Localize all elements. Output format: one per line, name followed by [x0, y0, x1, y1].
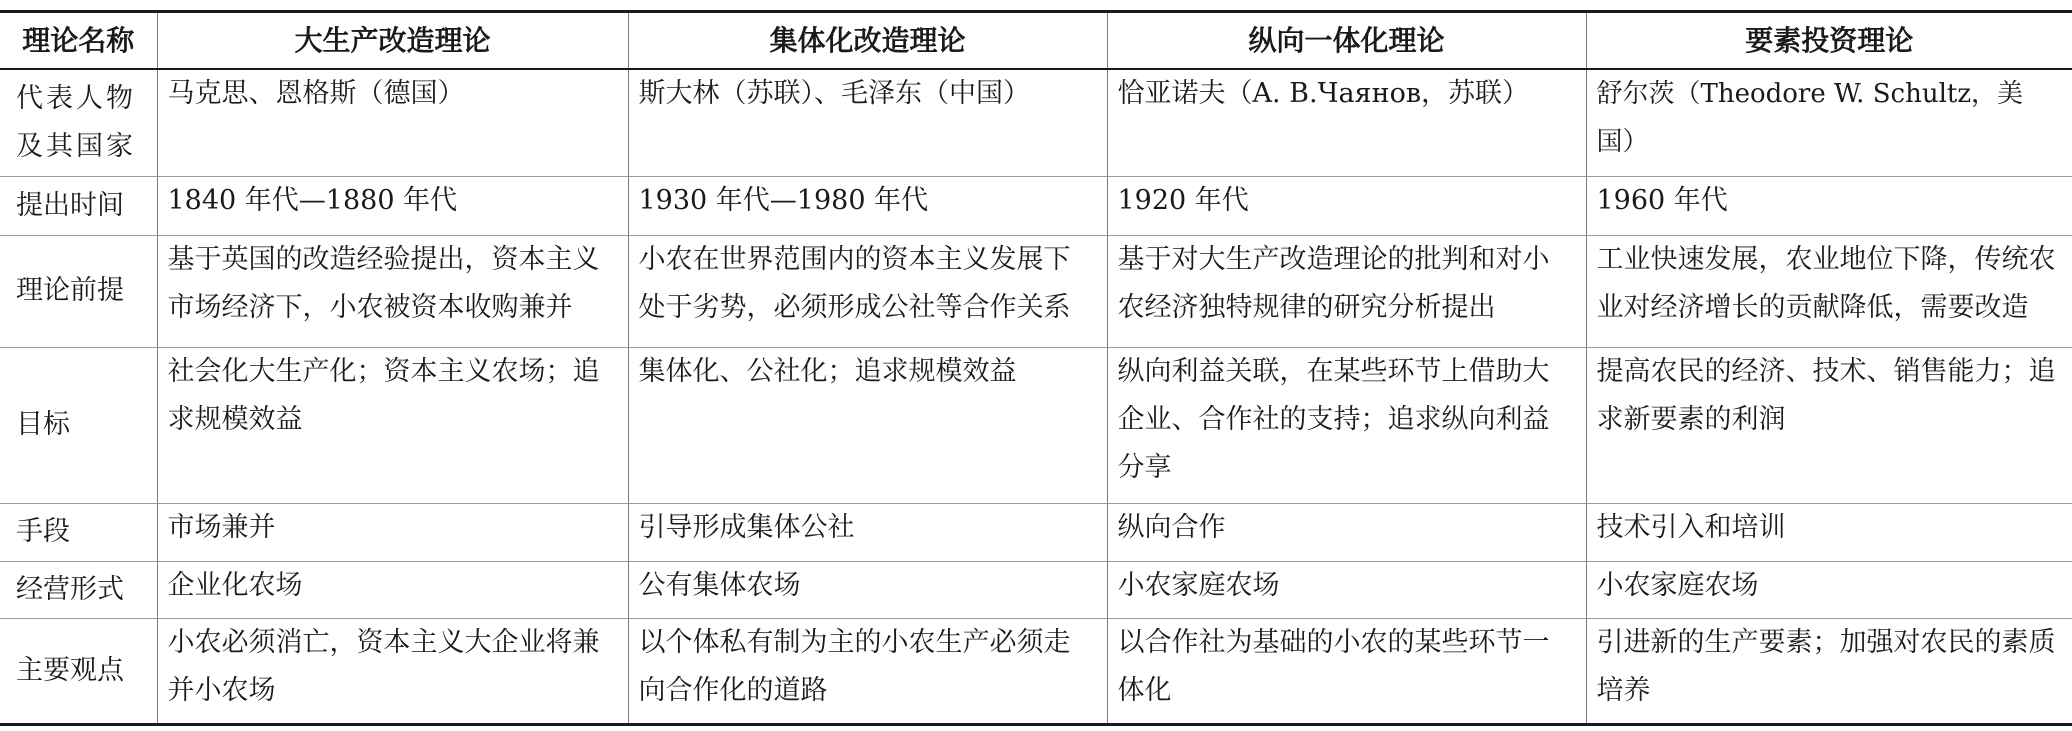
table-cell: 技术引入和培训	[1586, 503, 2072, 561]
row-main-viewpoint	[0, 618, 2072, 724]
table-cell: 小农必须消亡，资本主义大企业将兼并小农场	[157, 618, 628, 724]
table-cell: 引进新的生产要素；加强对农民的素质培养	[1586, 618, 2072, 724]
header-row	[0, 12, 2072, 70]
table-cell: 1840 年代—1880 年代	[157, 176, 628, 235]
comparison-table-container	[0, 10, 2072, 726]
table-cell: 引导形成集体公社	[628, 503, 1107, 561]
table-cell: 1960 年代	[1586, 176, 2072, 235]
header-mass-production-theory: 大生产改造理论	[157, 12, 628, 70]
table-cell: 恰亚诺夫（A. B.Чаянов，苏联）	[1107, 69, 1586, 176]
row-goal	[0, 347, 2072, 503]
table-cell: 基于英国的改造经验提出，资本主义市场经济下，小农被资本收购兼并	[157, 235, 628, 347]
table-cell: 1920 年代	[1107, 176, 1586, 235]
header-collectivization-theory: 集体化改造理论	[628, 12, 1107, 70]
row-label-goal: 目标	[0, 347, 157, 503]
table-cell: 马克思、恩格斯（德国）	[157, 69, 628, 176]
table-cell: 小农在世界范围内的资本主义发展下处于劣势，必须形成公社等合作关系	[628, 235, 1107, 347]
table-cell: 市场兼并	[157, 503, 628, 561]
table-cell: 小农家庭农场	[1586, 561, 2072, 618]
header-theory-name: 理论名称	[0, 12, 157, 70]
theory-comparison-table	[0, 10, 2072, 726]
table-cell: 1930 年代—1980 年代	[628, 176, 1107, 235]
table-cell: 纵向合作	[1107, 503, 1586, 561]
header-factor-investment-theory: 要素投资理论	[1586, 12, 2072, 70]
row-theory-premise	[0, 235, 2072, 347]
row-label-proposed-time: 提出时间	[0, 176, 157, 235]
table-cell: 社会化大生产化；资本主义农场；追求规模效益	[157, 347, 628, 503]
row-label-means: 手段	[0, 503, 157, 561]
row-label-main-viewpoint: 主要观点	[0, 618, 157, 724]
row-label-representatives: 代表人物及其国家	[0, 69, 157, 176]
table-cell: 企业化农场	[157, 561, 628, 618]
row-label-theory-premise: 理论前提	[0, 235, 157, 347]
table-cell: 基于对大生产改造理论的批判和对小农经济独特规律的研究分析提出	[1107, 235, 1586, 347]
table-cell: 提高农民的经济、技术、销售能力；追求新要素的利润	[1586, 347, 2072, 503]
row-label-operation-form: 经营形式	[0, 561, 157, 618]
table-cell: 以合作社为基础的小农的某些环节一体化	[1107, 618, 1586, 724]
row-means	[0, 503, 2072, 561]
table-cell: 小农家庭农场	[1107, 561, 1586, 618]
table-cell: 集体化、公社化；追求规模效益	[628, 347, 1107, 503]
table-cell: 纵向利益关联，在某些环节上借助大企业、合作社的支持；追求纵向利益分享	[1107, 347, 1586, 503]
table-cell: 以个体私有制为主的小农生产必须走向合作化的道路	[628, 618, 1107, 724]
header-vertical-integration-theory: 纵向一体化理论	[1107, 12, 1586, 70]
row-operation-form	[0, 561, 2072, 618]
table-cell: 公有集体农场	[628, 561, 1107, 618]
row-representatives	[0, 69, 2072, 176]
table-cell: 工业快速发展，农业地位下降，传统农业对经济增长的贡献降低，需要改造	[1586, 235, 2072, 347]
table-cell: 舒尔茨（Theodore W. Schultz，美国）	[1586, 69, 2072, 176]
row-proposed-time	[0, 176, 2072, 235]
table-cell: 斯大林（苏联）、毛泽东（中国）	[628, 69, 1107, 176]
